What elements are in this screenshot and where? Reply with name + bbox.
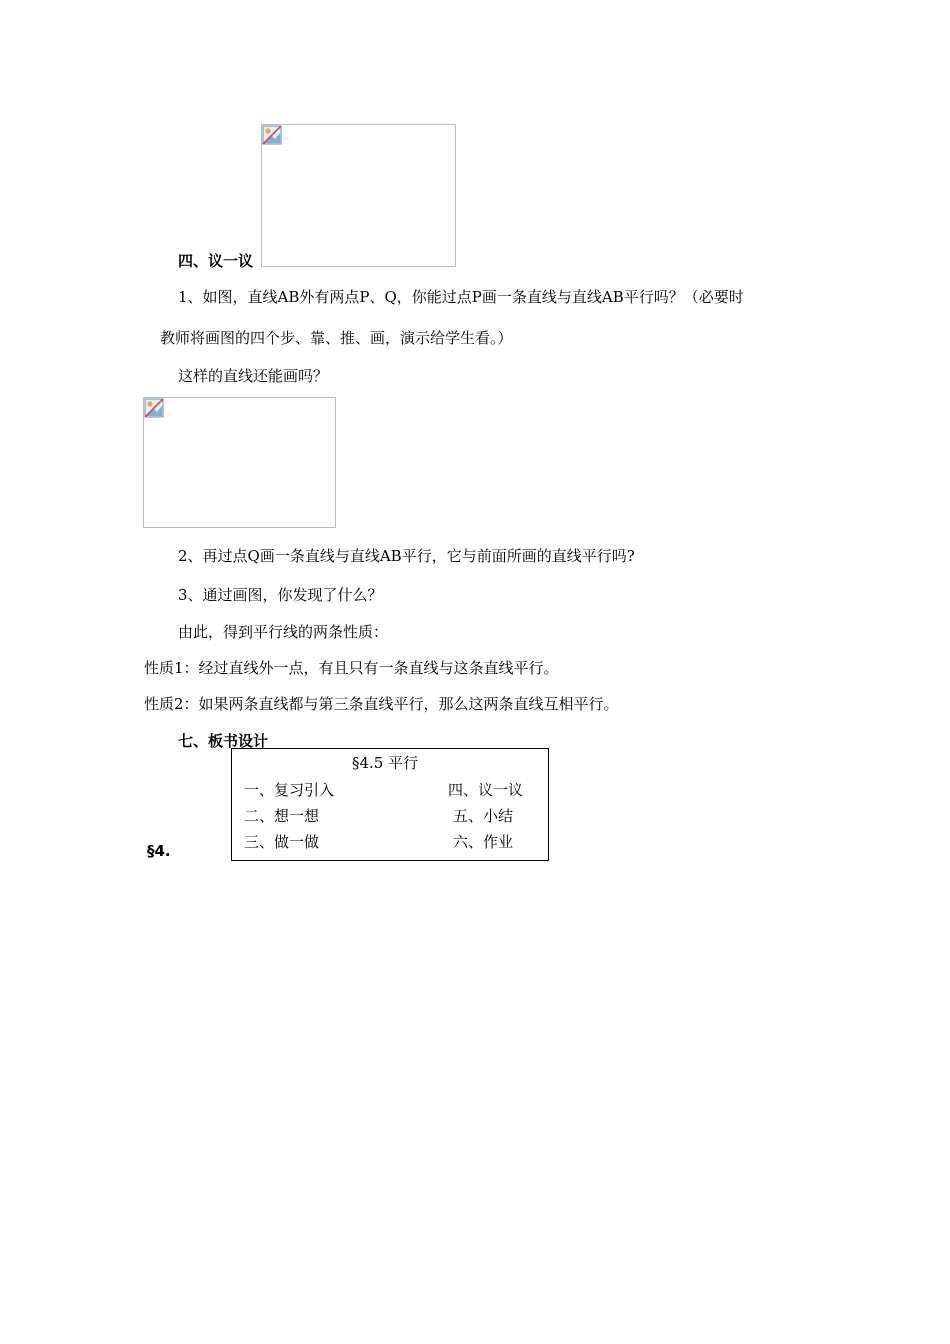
board-item-right-3: 六、作业 xyxy=(453,833,514,851)
question-1-line-1: 1、如图，直线AB外有两点P、Q，你能过点P画一条直线与直线AB平行吗？（必要时 xyxy=(178,288,744,306)
section-heading-discuss: 四、议一议 xyxy=(178,252,254,270)
figure-placeholder-2 xyxy=(143,397,336,528)
property-2: 性质2：如果两条直线都与第三条直线平行，那么这两条直线互相平行。 xyxy=(144,695,619,713)
figure-placeholder-1 xyxy=(261,124,456,267)
broken-image-icon xyxy=(262,125,282,145)
board-item-left-1: 一、复习引入 xyxy=(244,781,335,799)
board-design-box xyxy=(231,748,549,861)
board-item-right-1: 四、议一议 xyxy=(448,781,524,799)
board-title: §4.5 平行 xyxy=(352,754,419,772)
question-1-line-2: 教师将画图的四个步、靠、推、画，演示给学生看。） xyxy=(160,329,513,347)
broken-image-icon xyxy=(144,398,164,418)
property-1: 性质1：经过直线外一点，有且只有一条直线与这条直线平行。 xyxy=(144,659,559,677)
board-item-left-2: 二、想一想 xyxy=(244,807,320,825)
question-1-follow: 这样的直线还能画吗？ xyxy=(178,367,329,385)
section-heading-board: 七、板书设计 xyxy=(178,732,269,750)
question-3: 3、通过画图，你发现了什么？ xyxy=(178,586,383,604)
derive-statement: 由此，得到平行线的两条性质： xyxy=(178,623,389,641)
board-item-left-3: 三、做一做 xyxy=(244,833,320,851)
board-item-right-2: 五、小结 xyxy=(453,807,514,825)
side-label: §4. xyxy=(147,842,171,860)
question-2: 2、再过点Q画一条直线与直线AB平行，它与前面所画的直线平行吗? xyxy=(178,547,635,565)
